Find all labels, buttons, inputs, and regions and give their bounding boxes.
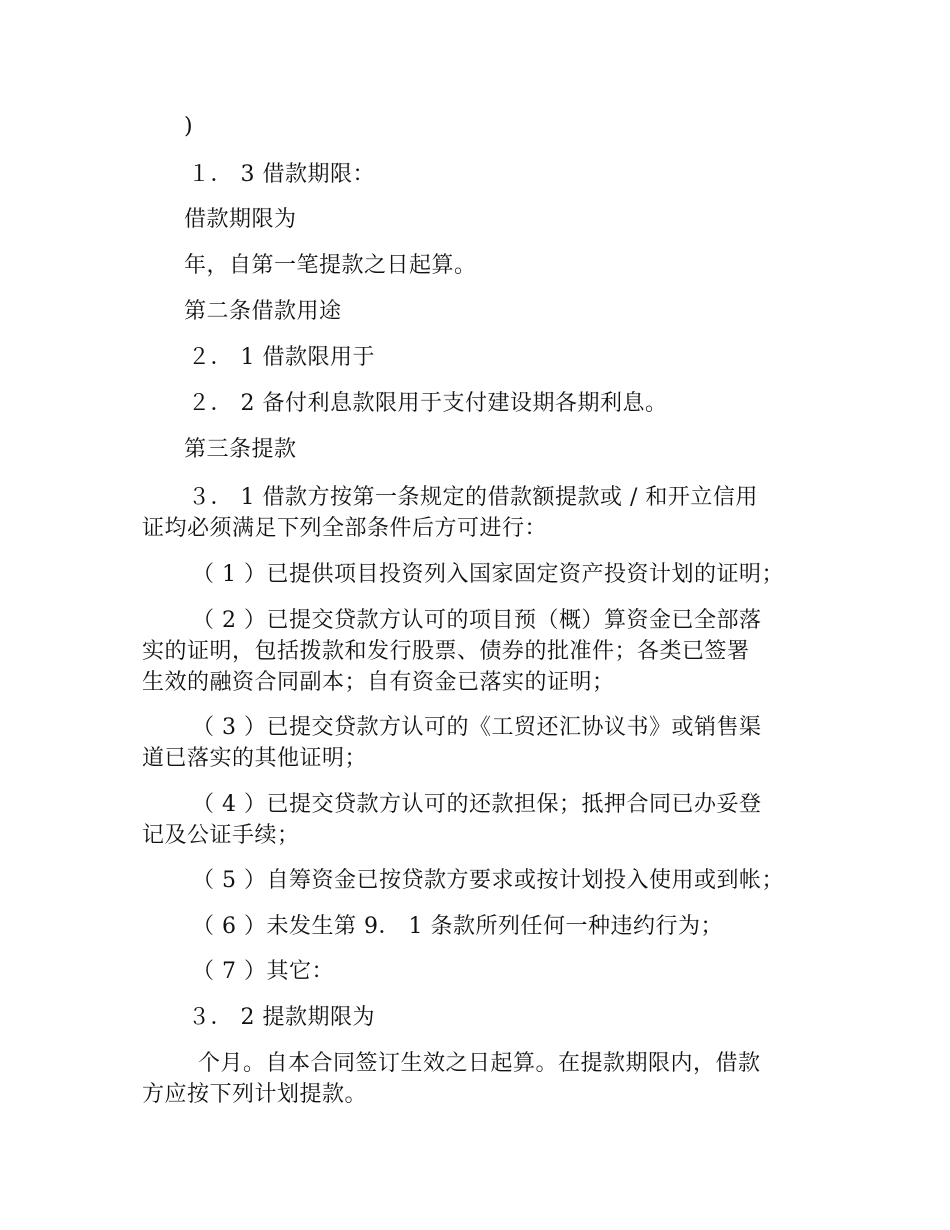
paragraph-line: 记及公证手续； xyxy=(142,823,300,848)
list-item-2: （ 2 ）已提交贷款方认可的项目预（概）算资金已全部落 xyxy=(192,608,762,633)
list-item-4: （ 4 ）已提交贷款方认可的还款担保；抵押合同已办妥登 xyxy=(192,792,762,817)
section-heading-3-2: ３． 2 提款期限为 xyxy=(188,1005,375,1030)
list-item-3: （ 3 ）已提交贷款方认可的《工贸还汇协议书》或销售渠 xyxy=(192,715,762,740)
paragraph-line: 个月。自本合同签订生效之日起算。在提款期限内，借款 xyxy=(198,1051,761,1076)
section-heading-3-1: ３． 1 借款方按第一条规定的借款额提款或 / 和开立信用 xyxy=(188,485,758,510)
list-item-7: （ 7 ）其它： xyxy=(192,959,334,984)
paragraph-line: 借款期限为 xyxy=(184,207,297,232)
article-heading-2: 第二条借款用途 xyxy=(184,299,342,324)
section-heading-2-2: ２． 2 备付利息款限用于支付建设期各期利息。 xyxy=(188,391,668,416)
paragraph-line: 方应按下列计划提款。 xyxy=(142,1082,368,1107)
paragraph-line: 证均必须满足下列全部条件后方可进行： xyxy=(142,516,548,541)
paragraph-line: 实的证明，包括拨款和发行股票、债券的批准件；各类已签署 xyxy=(142,639,750,664)
paragraph-line: 生效的融资合同副本；自有资金已落实的证明； xyxy=(142,670,615,695)
paragraph-line: ) xyxy=(184,114,194,139)
section-heading-1-3: １． 3 借款期限： xyxy=(188,162,375,187)
paragraph-line: 年，自第一笔提款之日起算。 xyxy=(184,253,477,278)
list-item-5: （ 5 ）自筹资金已按贷款方要求或按计划投入使用或到帐； xyxy=(192,868,784,893)
list-item-6: （ 6 ）未发生第 9． 1 条款所列任何一种违约行为； xyxy=(192,914,723,939)
list-item-1: （ 1 ）已提供项目投资列入国家固定资产投资计划的证明； xyxy=(192,562,784,587)
article-heading-3: 第三条提款 xyxy=(184,437,297,462)
section-heading-2-1: ２． 1 借款限用于 xyxy=(188,345,375,370)
paragraph-line: 道已落实的其他证明； xyxy=(142,746,368,771)
